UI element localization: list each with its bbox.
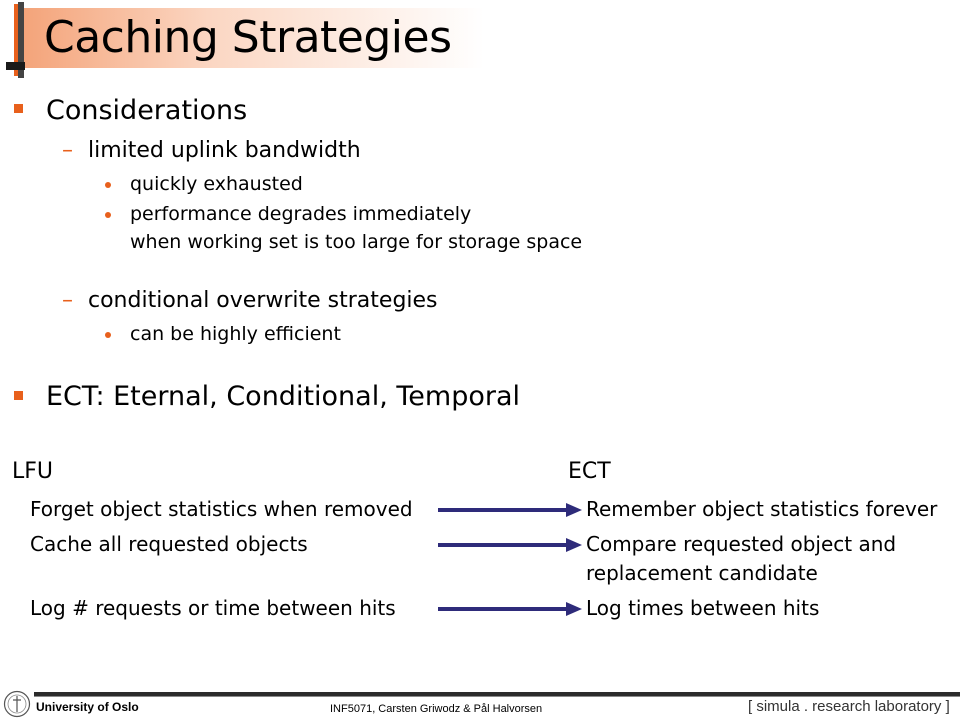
footer-rule-thin xyxy=(34,696,960,697)
considerations-heading: Considerations xyxy=(46,95,248,126)
square-bullet-icon xyxy=(14,391,23,400)
subitem-quickly-exhausted: quickly exhausted xyxy=(130,173,303,195)
subitem-performance-degrades: performance degrades immediately xyxy=(130,203,472,225)
item-conditional-overwrite: conditional overwrite strategies xyxy=(88,288,438,313)
ect-heading: ECT: Eternal, Conditional, Temporal xyxy=(46,381,521,412)
ect-row-2: Compare requested object and xyxy=(586,532,897,556)
course-credit: INF5071, Carsten Griwodz & Pål Halvorsen xyxy=(330,703,543,715)
slide-title: Caching Strategies xyxy=(44,12,452,63)
title-bar xyxy=(0,0,960,80)
item-limited-uplink: limited uplink bandwidth xyxy=(88,138,361,163)
university-seal-icon xyxy=(3,690,31,718)
dot-bullet-icon xyxy=(105,332,111,338)
lfu-column-header: LFU xyxy=(12,459,54,484)
dash-bullet-icon: – xyxy=(62,288,73,313)
title-accent-foot xyxy=(6,62,25,70)
lab-logo-text: [ simula . research laboratory ] xyxy=(748,698,950,715)
subitem-performance-degrades-cont: when working set is too large for storage space xyxy=(130,231,583,253)
right-arrow-icon xyxy=(436,535,584,555)
right-arrow-icon xyxy=(436,500,584,520)
lfu-row-1: Forget object statistics when removed xyxy=(30,497,413,521)
ect-column-header: ECT xyxy=(568,459,611,484)
ect-row-1: Remember object statistics forever xyxy=(586,497,938,521)
lfu-row-2: Cache all requested objects xyxy=(30,532,308,556)
ect-row-2-cont: replacement candidate xyxy=(586,561,818,585)
subitem-highly-efficient: can be highly efficient xyxy=(130,323,341,345)
square-bullet-icon xyxy=(14,104,23,113)
right-arrow-icon xyxy=(436,599,584,619)
lfu-row-3: Log # requests or time between hits xyxy=(30,596,396,620)
dot-bullet-icon xyxy=(105,182,111,188)
university-name: University of Oslo xyxy=(36,700,139,714)
dot-bullet-icon xyxy=(105,212,111,218)
dash-bullet-icon: – xyxy=(62,138,73,163)
ect-row-3: Log times between hits xyxy=(586,596,820,620)
